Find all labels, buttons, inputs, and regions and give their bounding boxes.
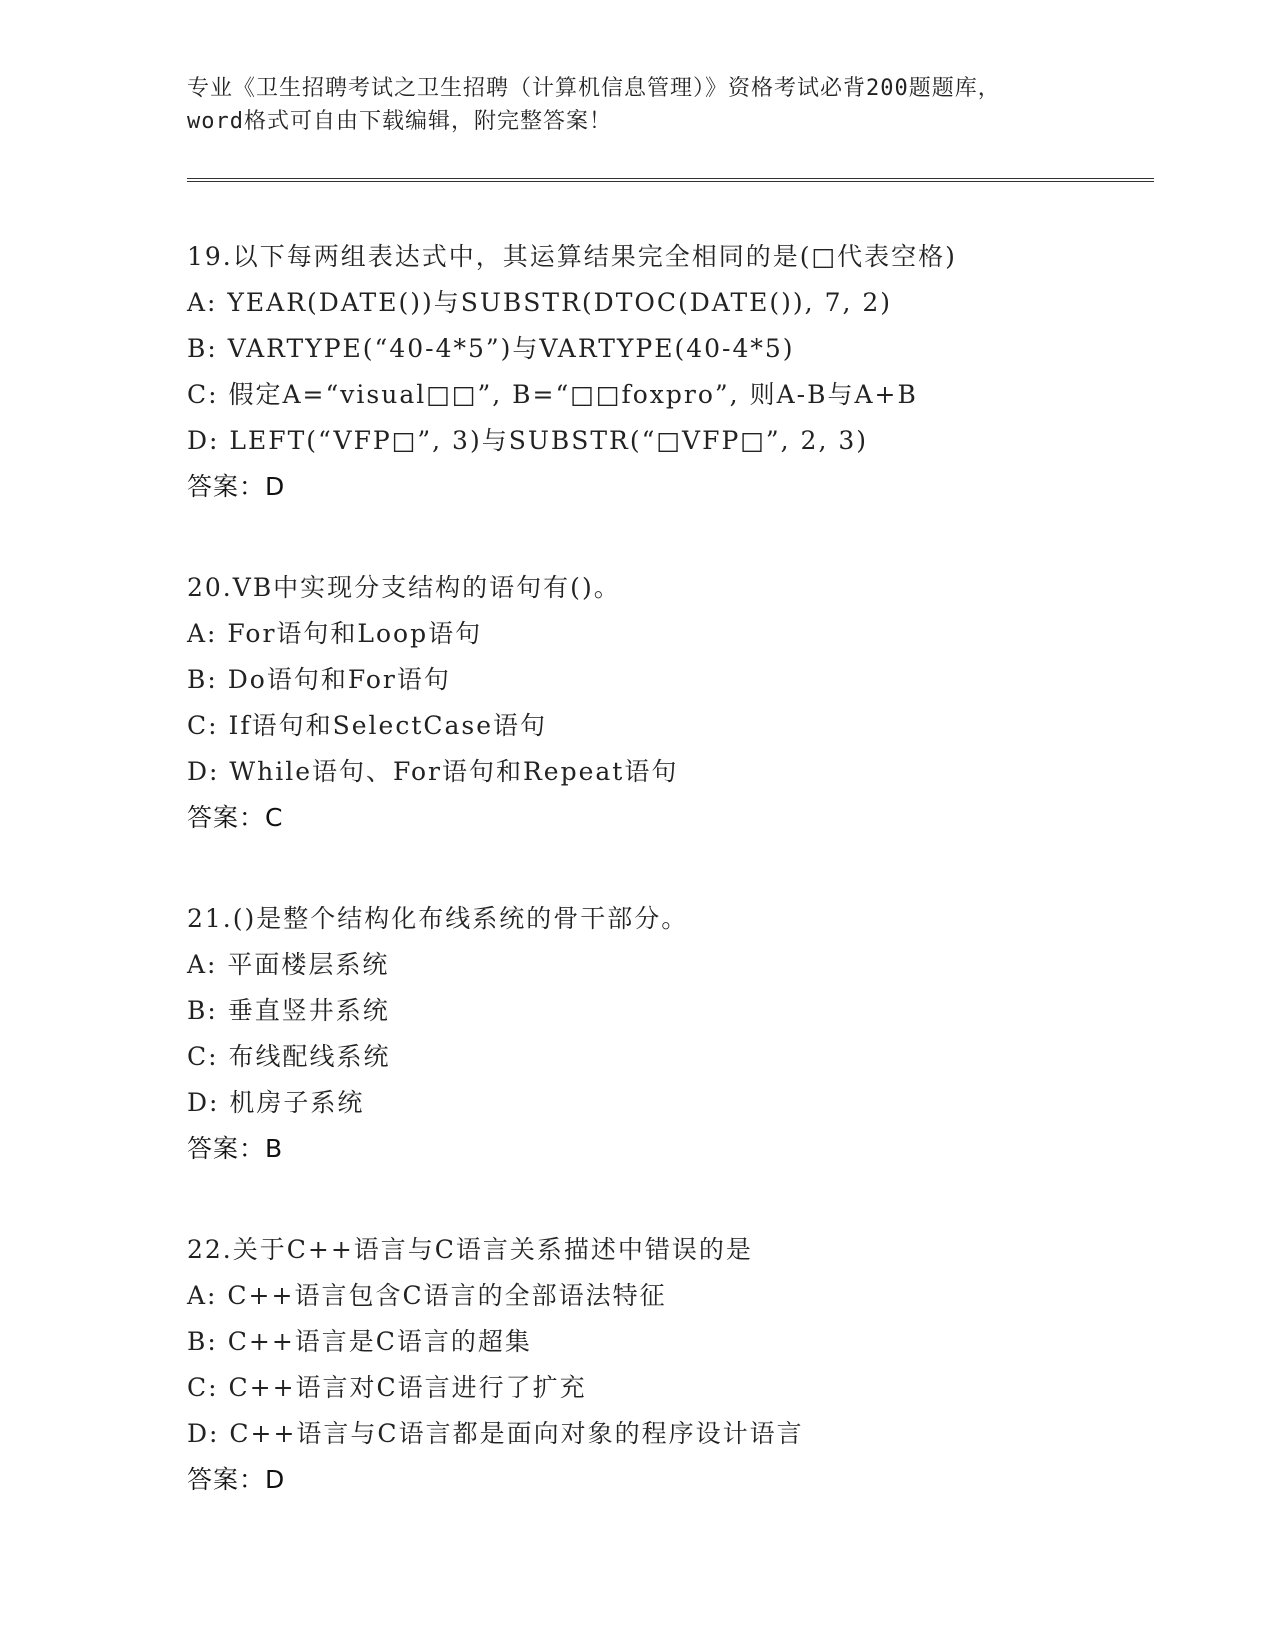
answer-line: 答案：D: [187, 1465, 286, 1494]
option-d: D: LEFT(“VFP□”, 3)与SUBSTR(“□VFP□”, 2, 3): [187, 426, 869, 455]
option-d: D: C++语言与C语言都是面向对象的程序设计语言: [187, 1419, 804, 1448]
option-d: D: 机房子系统: [187, 1088, 365, 1117]
option-a: A: For语句和Loop语句: [187, 619, 483, 648]
option-a: A: 平面楼层系统: [187, 950, 390, 979]
answer-line: 答案：D: [187, 472, 286, 501]
option-d: D: While语句、For语句和Repeat语句: [187, 757, 679, 786]
document-header: [187, 72, 1087, 138]
answer-line: 答案：C: [187, 803, 284, 832]
question-stem: 20.VB中实现分支结构的语句有()。: [187, 573, 621, 602]
option-c: C: 假定A=“visual□□”, B=“□□foxpro”, 则A-B与A+B: [187, 380, 918, 409]
option-b: B: 垂直竖井系统: [187, 996, 390, 1025]
option-c: C: C++语言对C语言进行了扩充: [187, 1373, 587, 1402]
header-line-2: word格式可自由下载编辑，附完整答案！: [187, 109, 612, 134]
header-double-rule: [187, 178, 1154, 182]
question-list: [187, 234, 1154, 1558]
question-20: [187, 565, 1154, 841]
option-c: C: If语句和SelectCase语句: [187, 711, 548, 740]
option-a: A: YEAR(DATE())与SUBSTR(DTOC(DATE()), 7, 2): [187, 288, 893, 317]
option-c: C: 布线配线系统: [187, 1042, 391, 1071]
option-a: A: C++语言包含C语言的全部语法特征: [187, 1281, 667, 1310]
question-22: [187, 1227, 1154, 1503]
question-stem: 19.以下每两组表达式中，其运算结果完全相同的是(□代表空格): [187, 242, 957, 271]
question-stem: 22.关于C++语言与C语言关系描述中错误的是: [187, 1235, 753, 1264]
option-b: B: VARTYPE(“40-4*5”)与VARTYPE(40-4*5): [187, 334, 795, 363]
question-19: [187, 234, 1154, 510]
header-line-1: 专业《卫生招聘考试之卫生招聘（计算机信息管理）》资格考试必背200题题库，: [187, 76, 1001, 101]
question-21: [187, 896, 1154, 1172]
answer-line: 答案：B: [187, 1134, 284, 1163]
question-stem: 21.()是整个结构化布线系统的骨干部分。: [187, 904, 689, 933]
option-b: B: Do语句和For语句: [187, 665, 451, 694]
option-b: B: C++语言是C语言的超集: [187, 1327, 532, 1356]
